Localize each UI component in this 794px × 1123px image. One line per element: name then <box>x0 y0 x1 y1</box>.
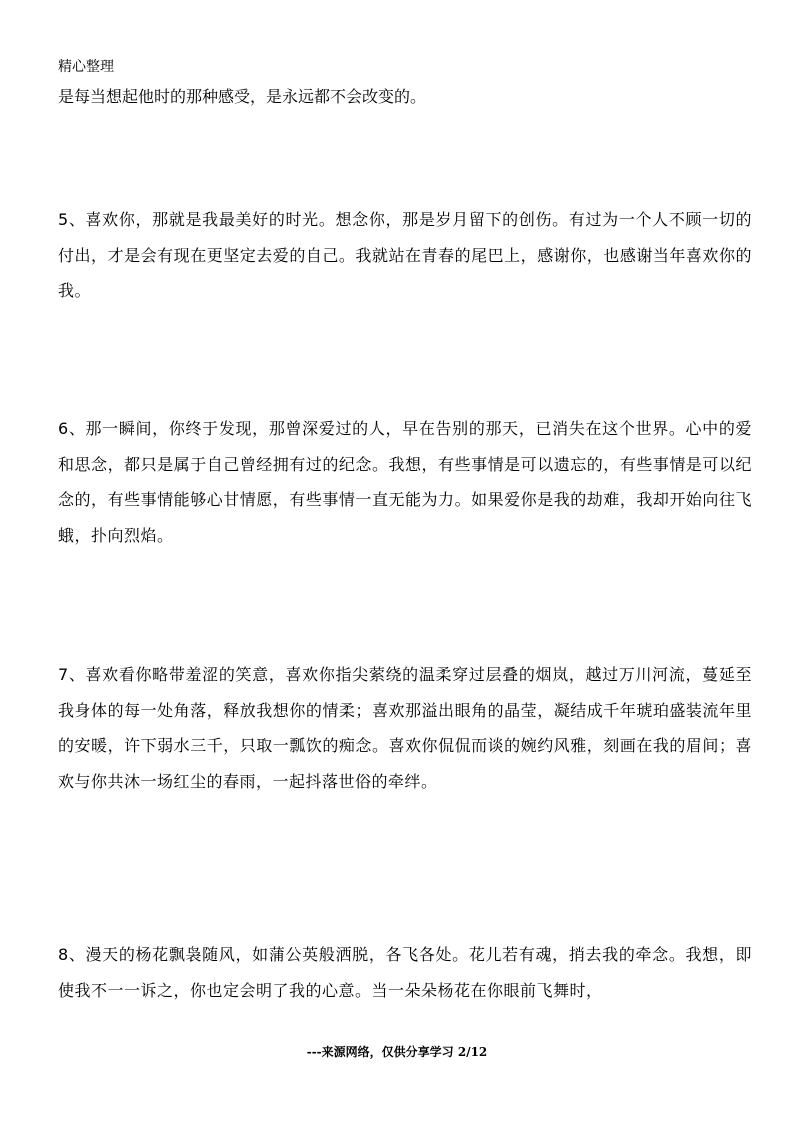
paragraph-8: 8、漫天的杨花飘袅随风，如蒲公英般洒脱，各飞各处。花儿若有魂，捎去我的牵念。我想，即使我不一一诉之，你也定会明了我的心意。当一朵朵杨花在你眼前飞舞时， <box>58 945 752 1000</box>
paragraph-5: 5、喜欢你，那就是我最美好的时光。想念你，那是岁月留下的创伤。有过为一个人不顾一切的付出，才是会有现在更坚定去爱的自己。我就站在青春的尾巴上，感谢你，也感谢当年喜欢你的我。 <box>58 210 752 301</box>
paragraph-7: 7、喜欢看你略带羞涩的笑意，喜欢你指尖萦绕的温柔穿过层叠的烟岚，越过万川河流，蔓延至我身体的每一处角落，释放我想你的情柔；喜欢那溢出眼角的晶莹，凝结成千年琥珀盛装流年里的安暖，许下弱水三千，只取一瓢饮的痴念。喜欢你侃侃而谈的婉约风雅，刻画在我的眉间；喜欢与你共沐一场红尘的春雨，一起抖落世俗的牵绊。 <box>58 665 752 791</box>
page-footer: ---来源网络，仅供分享学习 2/12 <box>306 1045 488 1059</box>
paragraph-6: 6、那一瞬间，你终于发现，那曾深爱过的人，早在告别的那天，已消失在这个世界。心中的爱和思念，都只是属于自己曾经拥有过的纪念。我想，有些事情是可以遗忘的，有些事情是可以纪念的，有些事情能够心甘情愿，有些事情一直无能为力。如果爱你是我的劫难，我却开始向往飞蛾，扑向烈焰。 <box>58 419 752 545</box>
page-header-label: 精心整理 <box>58 59 114 75</box>
continued-paragraph-line: 是每当想起他时的那种感受，是永远都不会改变的。 <box>58 87 427 106</box>
